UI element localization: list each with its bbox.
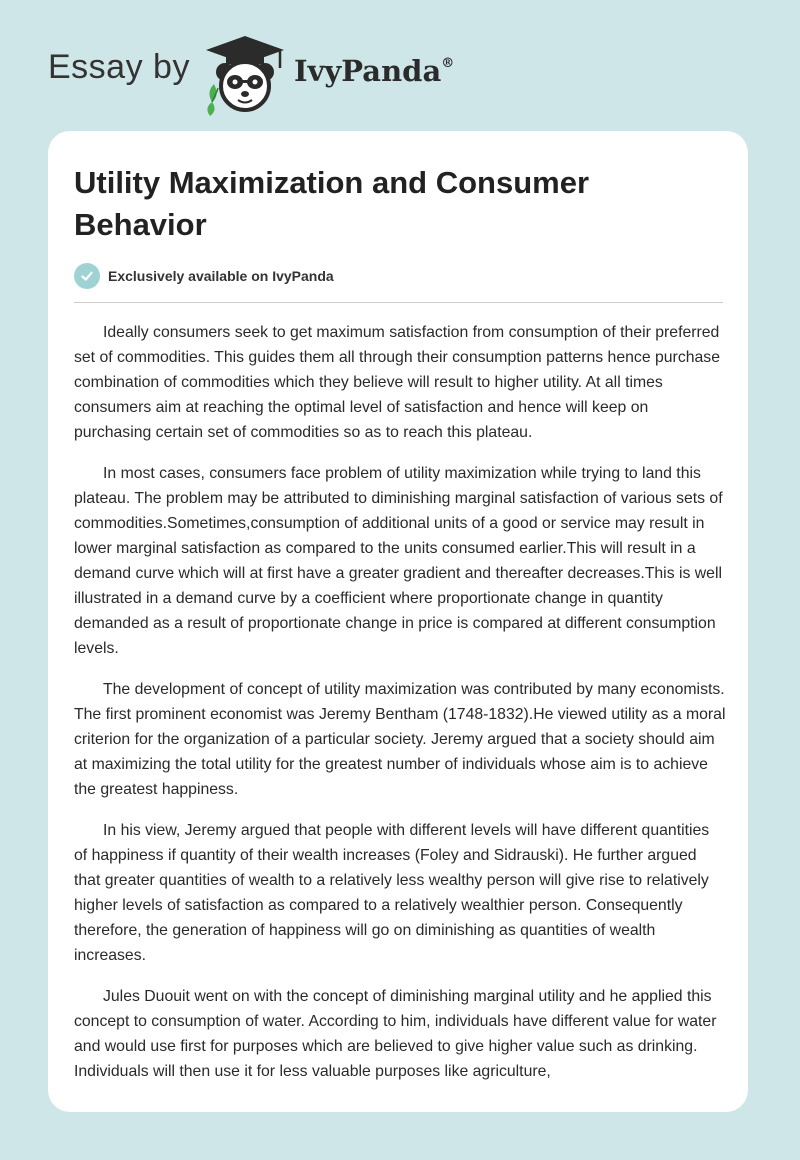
exclusive-badge — [74, 263, 334, 289]
check-icon — [74, 263, 100, 289]
essay-by-label: Essay by — [48, 48, 190, 86]
ivypanda-logo-icon[interactable] — [200, 32, 290, 116]
page-title: Utility Maximization and Consumer Behavior — [74, 165, 590, 242]
site-header — [48, 28, 752, 112]
divider — [74, 302, 723, 303]
exclusive-label: Exclusively available on IvyPanda — [108, 268, 334, 284]
paragraph: In most cases, consumers face problem of utility maximization while trying to land this plateau. The problem may be attributed to diminishing marginal satisfaction of various sets of commodities.Sometimes,consumption of additional units of a good or service may result in lower marginal satisfaction as compared to the units consumed earlier.This will result in a demand curve which will at first have a greater gradient and thereafter decreases.This is well illustrated in a demand curve by a coefficient where proportionate change in quantity demanded as a result of proportionate change in price is compared at different consumption levels. — [74, 465, 723, 657]
essay-card — [48, 131, 748, 1112]
paragraph: Ideally consumers seek to get maximum satisfaction from consumption of their preferred set of commodities. This guides them all through their consumption patterns hence purchase combination of commodities which they believe will result to higher utility. At all times consumers aim at reaching the optimal level of satisfaction and hence will keep on purchasing certain set of commodities so as to reach this plateau. — [74, 324, 720, 441]
paragraph: Jules Duouit went on with the concept of diminishing marginal utility and he applied this concept to consumption of water. According to him, individuals have different value for water and would use first for purposes which are believed to give higher value such as drinking. Individuals will then use it for less valuable purposes like agriculture, — [74, 988, 717, 1080]
essay-body — [74, 320, 726, 1100]
registered-mark: ® — [441, 56, 455, 71]
brand-name[interactable]: IvyPanda® — [294, 54, 455, 88]
paragraph: The development of concept of utility maximization was contributed by many economists. The first prominent economist was Jeremy Bentham (1748-1832).He viewed utility as a moral criterion for the organization of a particular society. Jeremy argued that a society should aim at maximizing the total utility for the greatest number of individuals whose aim is to achieve the greatest happiness. — [74, 681, 726, 798]
paragraph: In his view, Jeremy argued that people with different levels will have different quantities of happiness if quantity of their wealth increases (Foley and Sidrauski). He further argued that greater quantities of wealth to a relatively less wealthy person will give rise to relatively higher levels of satisfaction as compared to a relatively wealthier person. Consequently therefore, the generation of happiness will go on diminishing as quantities of wealth increases. — [74, 822, 710, 964]
